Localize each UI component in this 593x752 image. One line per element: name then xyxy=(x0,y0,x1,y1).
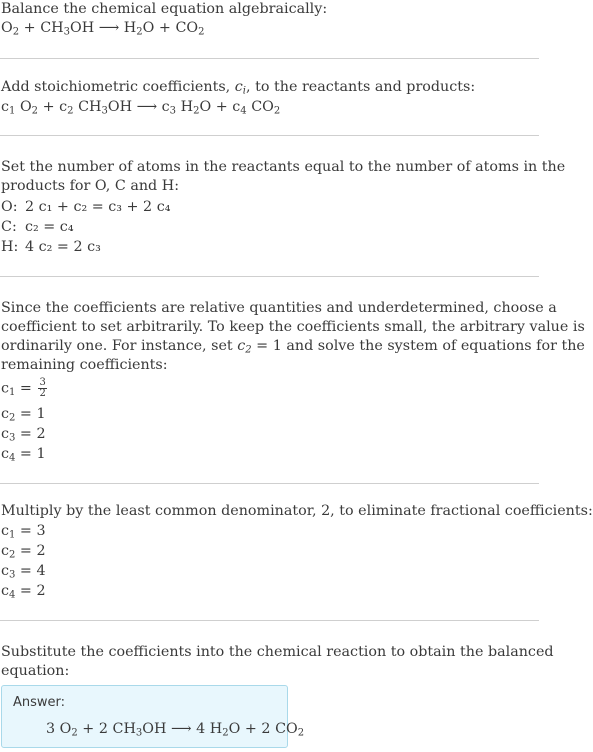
solution-row: $c_4 = 2$ xyxy=(1,583,46,601)
solution-row: $c_1 = 3$ xyxy=(1,523,46,541)
answer-label: Answer: xyxy=(13,695,66,710)
solution-row: $c_3 = 4$ xyxy=(1,563,46,581)
fraction: $\frac{3}{2}$ xyxy=(39,377,46,399)
step3-intro-line1: Set the number of atoms in the reactants equal to the number of atoms in the xyxy=(1,159,566,175)
atom-equation-row: H: 4 c₂ = 2 c₃ xyxy=(1,239,101,255)
step3-intro-line2: products for O, C and H: xyxy=(1,178,180,194)
section-divider xyxy=(0,135,539,136)
section-divider xyxy=(0,58,539,59)
solution-row: $c_3 = 2$ xyxy=(1,426,46,444)
balanced-equation: 3 $O_2 + 2$ $CH_3OH$ ⟶ 4 $H_2O + 2$ $CO_2$ xyxy=(46,721,305,739)
reaction-arrow: ⟶ xyxy=(94,20,124,36)
section-divider xyxy=(0,483,539,484)
coefficient-equation: $c_1$ $O_2 + c_2$ $CH_3OH$ ⟶ $c_3$ $H_2O + c_4$ $CO_2$ xyxy=(1,99,281,117)
section-divider xyxy=(0,276,539,277)
step1-intro: Balance the chemical equation algebraically: xyxy=(1,1,328,17)
solution-row: $c_1$ = $\frac{3}{2}$ xyxy=(1,377,46,399)
step4-line2: coefficient to set arbitrarily. To keep the coefficients small, the arbitrary value is xyxy=(1,319,585,335)
step4-line1: Since the coefficients are relative quantities and underdetermined, choose a xyxy=(1,300,557,316)
atom-equation-row: C: c₂ = c₄ xyxy=(1,219,74,235)
step4-line3: ordinarily one. For instance, set $c_2 = 1$ and solve the system of equations for the xyxy=(1,338,585,356)
section-divider xyxy=(0,620,539,621)
step6-intro-line1: Substitute the coefficients into the chemical reaction to obtain the balanced xyxy=(1,644,554,660)
atom-equation-row: O: 2 c₁ + c₂ = c₃ + 2 c₄ xyxy=(1,199,171,215)
answer-box xyxy=(1,685,305,748)
step6-intro-line2: equation: xyxy=(1,663,70,679)
unbalanced-equation: $O_2 + CH_3OH$ ⟶ $H_2O + CO_2$ xyxy=(1,20,205,38)
step5-intro: Multiply by the least common denominator, 2, to eliminate fractional coefficients: xyxy=(1,503,593,519)
step4-line4: remaining coefficients: xyxy=(1,357,168,373)
step2-intro: Add stoichiometric coefficients, $c_i$, to the reactants and products: xyxy=(1,79,476,97)
solution-row: $c_4 = 1$ xyxy=(1,446,46,464)
solution-row: $c_2 = 2$ xyxy=(1,543,46,561)
solution-row: $c_2 = 1$ xyxy=(1,406,46,424)
